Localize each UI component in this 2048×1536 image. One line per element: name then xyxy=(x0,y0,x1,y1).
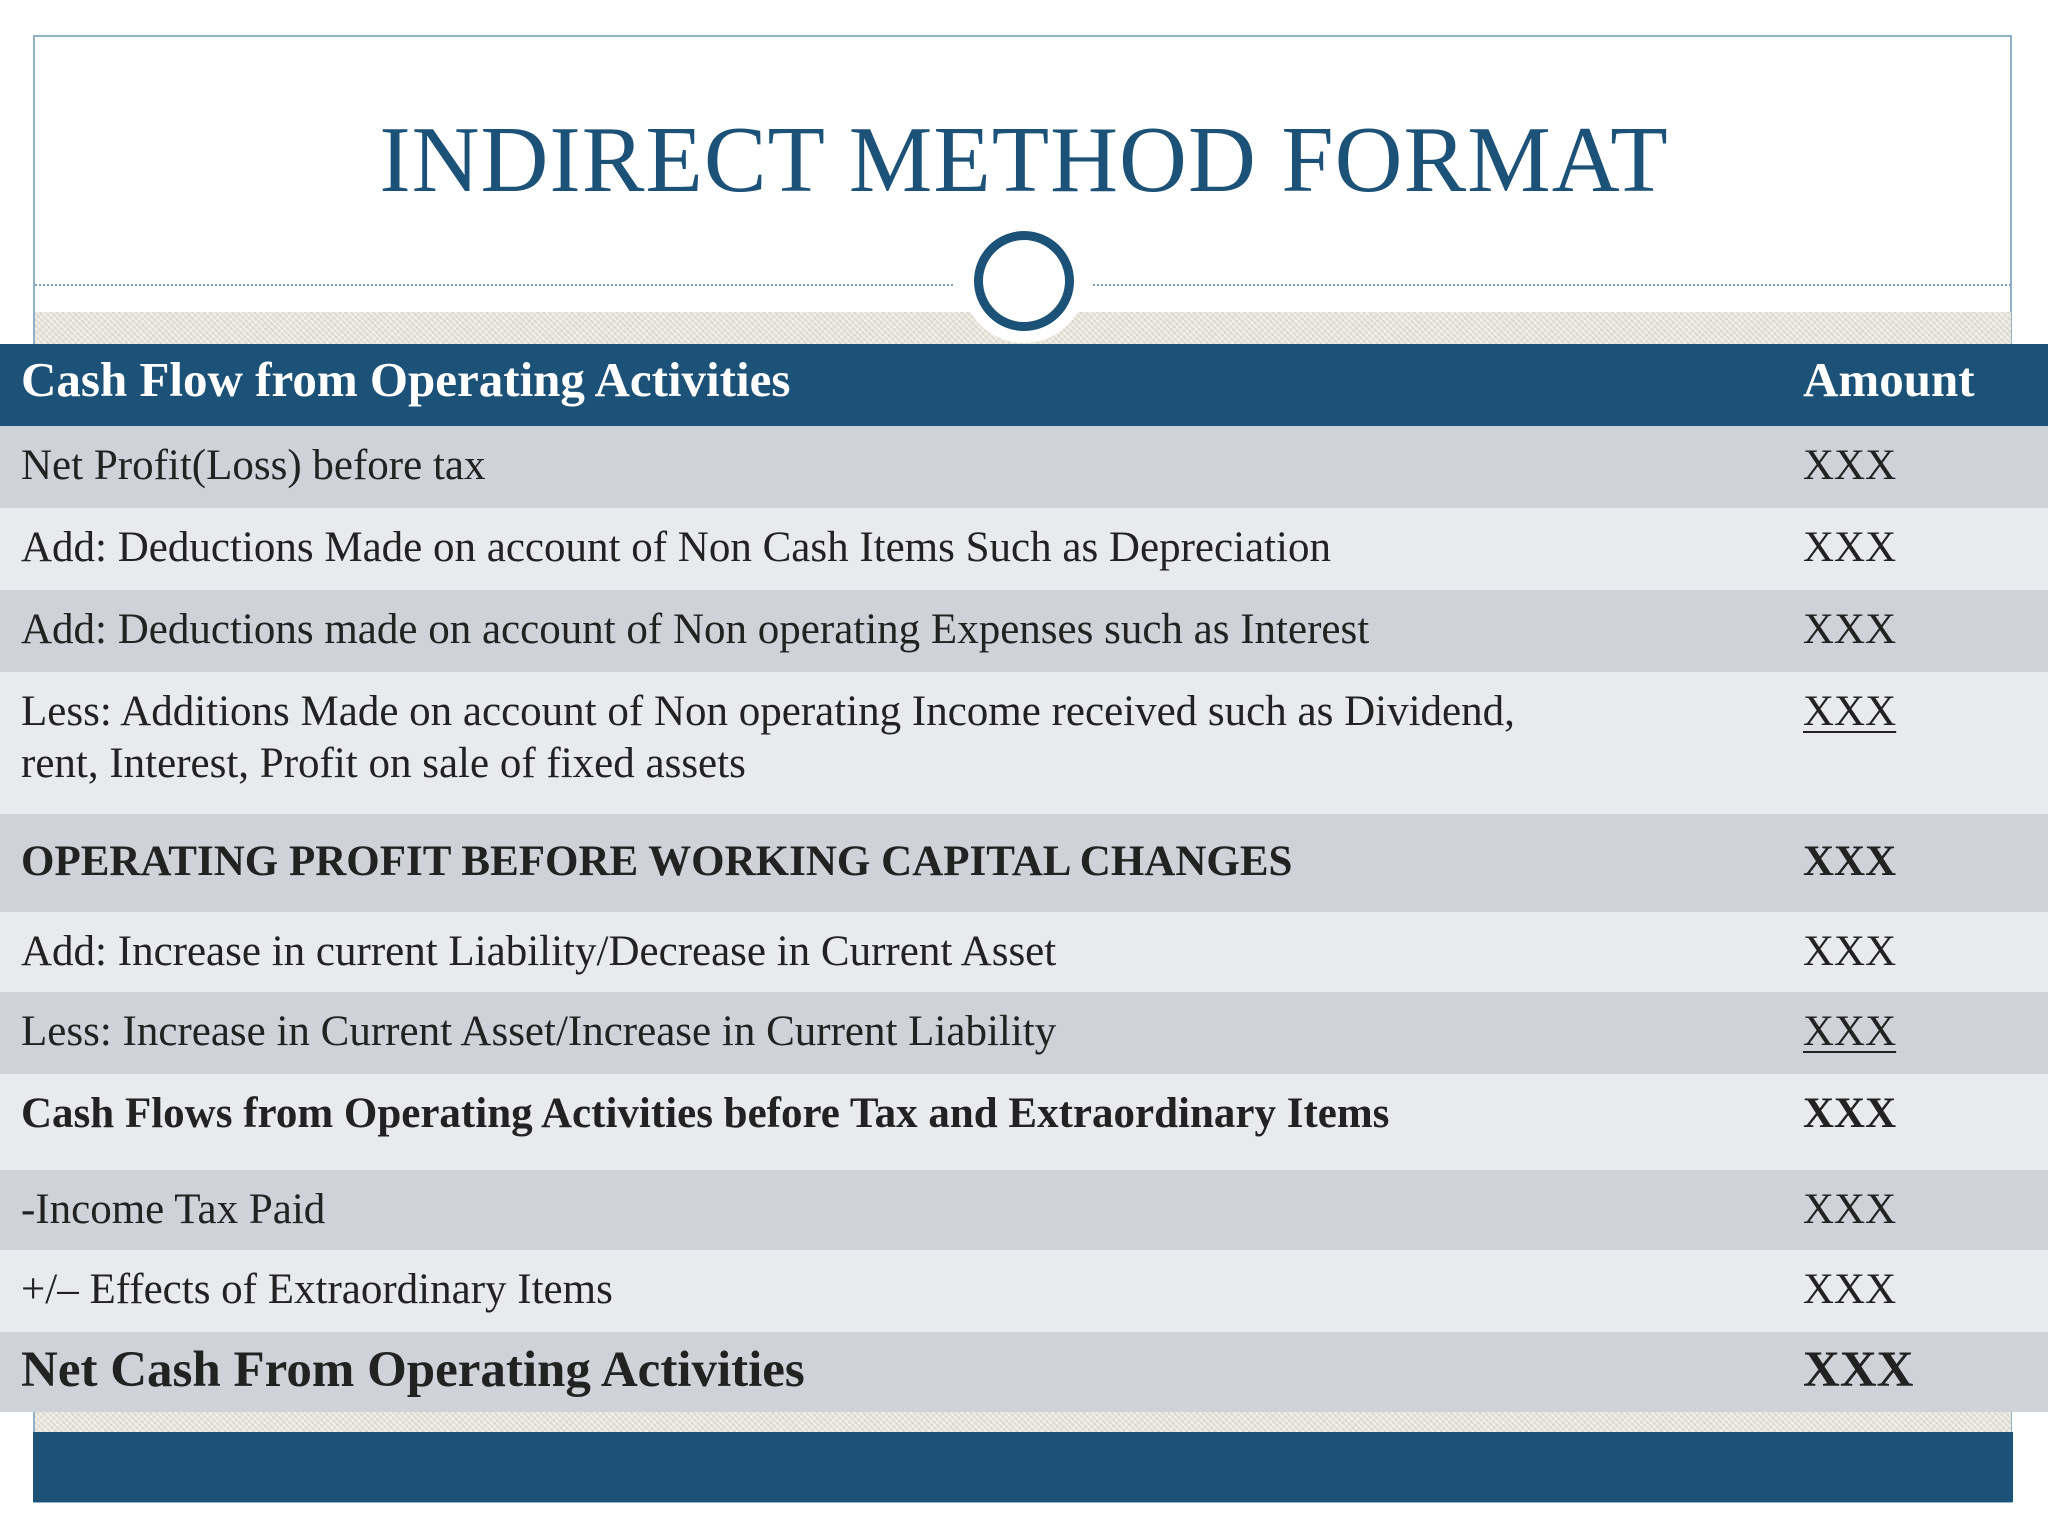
header-amount: Amount xyxy=(1803,352,1975,407)
table-header-row xyxy=(0,344,2048,426)
table-row-subtotal xyxy=(0,814,2048,912)
row-amount: XXX xyxy=(1803,928,1897,975)
table-row xyxy=(0,426,2048,508)
row-label: OPERATING PROFIT BEFORE WORKING CAPITAL CHANGES xyxy=(21,838,1293,885)
table-row xyxy=(0,672,2048,814)
row-label: Net Profit(Loss) before tax xyxy=(21,442,486,489)
row-amount: XXX xyxy=(1803,524,1897,571)
row-amount: XXX xyxy=(1803,1186,1897,1233)
row-label-line1: Less: Additions Made on account of Non operating Income received such as Dividend, xyxy=(21,688,1515,735)
header-description: Cash Flow from Operating Activities xyxy=(21,352,791,407)
table-row xyxy=(0,912,2048,992)
row-amount: XXX xyxy=(1803,838,1897,885)
row-amount: XXX xyxy=(1803,1008,1897,1055)
row-label: Cash Flows from Operating Activities before Tax and Extraordinary Items xyxy=(21,1090,1390,1137)
cash-flow-table xyxy=(0,344,2048,1412)
row-amount: XXX xyxy=(1803,1090,1897,1137)
divider-right xyxy=(1093,284,2011,286)
table-row-total xyxy=(0,1332,2048,1412)
row-label: -Income Tax Paid xyxy=(21,1186,326,1233)
row-label: Add: Increase in current Liability/Decrease in Current Asset xyxy=(21,928,1057,975)
row-label-line2: rent, Interest, Profit on sale of fixed assets xyxy=(21,740,746,787)
row-amount: XXX xyxy=(1803,442,1897,489)
circle-ornament-icon xyxy=(974,231,1074,331)
table-row xyxy=(0,590,2048,672)
row-label: Add: Deductions made on account of Non operating Expenses such as Interest xyxy=(21,606,1370,653)
row-amount: XXX xyxy=(1803,1266,1897,1313)
row-label: +/– Effects of Extraordinary Items xyxy=(21,1266,613,1313)
table-row-subtotal xyxy=(0,1074,2048,1170)
row-amount: XXX xyxy=(1803,1342,1914,1398)
divider-left xyxy=(35,284,953,286)
row-label: Add: Deductions Made on account of Non Cash Items Such as Depreciation xyxy=(21,524,1331,571)
table-row xyxy=(0,1250,2048,1332)
slide-title: INDIRECT METHOD FORMAT xyxy=(379,108,1669,212)
table-row xyxy=(0,1170,2048,1250)
footer-bar xyxy=(33,1432,2013,1502)
table-row xyxy=(0,508,2048,590)
row-label: Net Cash From Operating Activities xyxy=(21,1342,805,1398)
row-label: Less: Increase in Current Asset/Increase in Current Liability xyxy=(21,1008,1057,1055)
table-row xyxy=(0,992,2048,1074)
row-amount: XXX xyxy=(1803,606,1897,653)
row-amount: XXX xyxy=(1803,688,1897,735)
